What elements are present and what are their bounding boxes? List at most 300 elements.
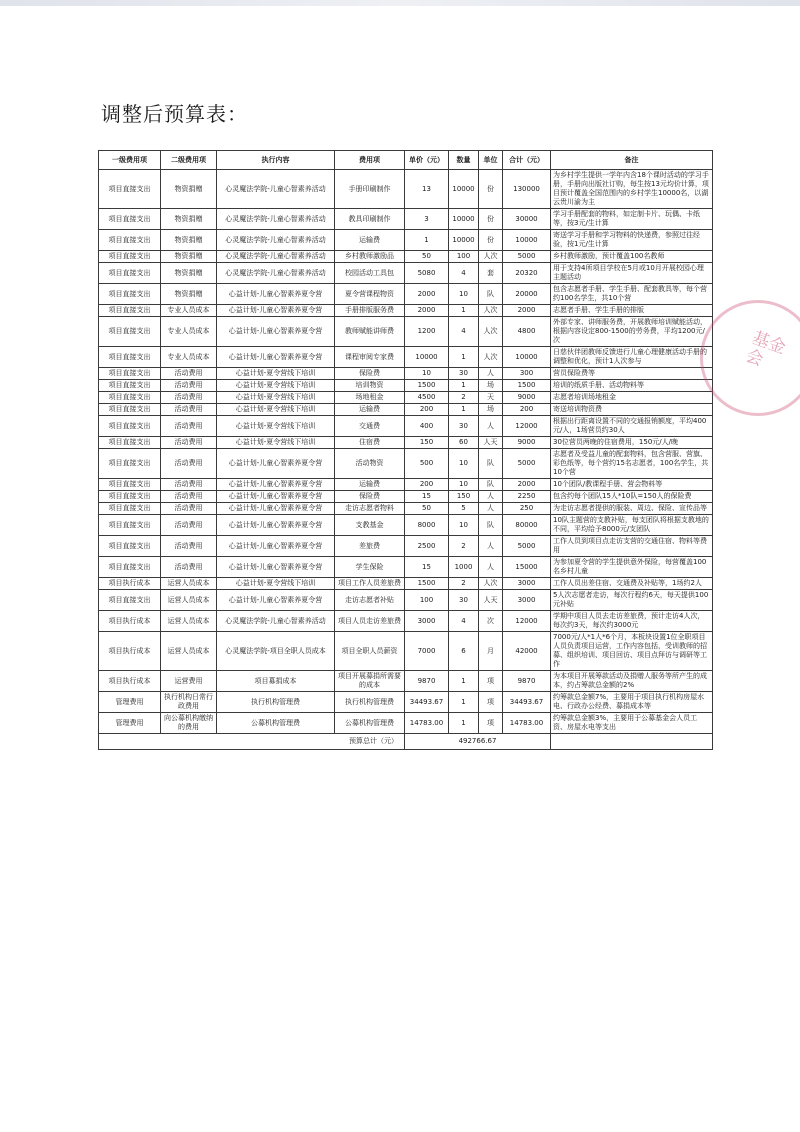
subtotal-cell: 80000 — [503, 515, 551, 536]
header-cell: 数量 — [449, 151, 479, 170]
content-cell: 心灵魔法学院-儿童心智素养活动 — [217, 263, 335, 284]
unit-cell: 人次 — [479, 347, 503, 368]
unit-price-cell: 13 — [405, 170, 449, 209]
content-cell: 心益计划-夏令营线下培训 — [217, 416, 335, 437]
note-cell: 志愿者手册、学生手册的排版 — [551, 305, 713, 317]
unit-price-cell: 2000 — [405, 305, 449, 317]
note-cell: 乡村教师激励，预计覆盖100名教师 — [551, 251, 713, 263]
item-cell: 项目人员走访差旅费 — [335, 611, 405, 632]
unit-cell: 队 — [479, 479, 503, 491]
subtotal-cell: 3000 — [503, 578, 551, 590]
quantity-cell: 2 — [449, 392, 479, 404]
item-cell: 走访志愿者物料 — [335, 503, 405, 515]
unit-price-cell: 5080 — [405, 263, 449, 284]
note-cell: 根据出行距离设置不同的交通报销额度，平均400元/人，1场营员约30人 — [551, 416, 713, 437]
content-cell: 心灵魔法学院-儿童心智素养活动 — [217, 209, 335, 230]
quantity-cell: 1 — [449, 380, 479, 392]
item-cell: 学生保险 — [335, 557, 405, 578]
subtotal-cell: 2250 — [503, 491, 551, 503]
unit-cell: 队 — [479, 515, 503, 536]
content-cell: 心灵魔法学院-儿童心智素养活动 — [217, 230, 335, 251]
item-cell: 教具印刷制作 — [335, 209, 405, 230]
item-cell: 住宿费 — [335, 437, 405, 449]
level1-cell: 项目直接支出 — [99, 404, 161, 416]
level1-cell: 项目直接支出 — [99, 536, 161, 557]
quantity-cell: 10000 — [449, 209, 479, 230]
note-cell: 约筹款总金额3%，主要用于公募基金会人员工资、房屋水电等支出 — [551, 713, 713, 734]
level1-cell: 项目直接支出 — [99, 515, 161, 536]
unit-cell: 项 — [479, 692, 503, 713]
level2-cell: 专业人员成本 — [161, 347, 217, 368]
level1-cell: 项目执行成本 — [99, 632, 161, 671]
level2-cell: 活动费用 — [161, 491, 217, 503]
level1-cell: 项目直接支出 — [99, 449, 161, 479]
unit-cell: 人次 — [479, 578, 503, 590]
content-cell: 心益计划-儿童心智素养夏令营 — [217, 317, 335, 347]
item-cell: 交通费 — [335, 416, 405, 437]
level2-cell: 运营费用 — [161, 671, 217, 692]
note-cell: 30位营员两晚的住宿费用，150元/人/晚 — [551, 437, 713, 449]
quantity-cell: 1 — [449, 347, 479, 368]
quantity-cell: 4 — [449, 263, 479, 284]
level2-cell: 运营人员成本 — [161, 578, 217, 590]
quantity-cell: 4 — [449, 611, 479, 632]
level1-cell: 项目直接支出 — [99, 557, 161, 578]
item-cell: 活动物资 — [335, 449, 405, 479]
subtotal-cell: 12000 — [503, 416, 551, 437]
level2-cell: 活动费用 — [161, 368, 217, 380]
unit-cell: 场 — [479, 380, 503, 392]
level2-cell: 活动费用 — [161, 557, 217, 578]
note-cell: 包含约每个团队15人*10队=150人的保险费 — [551, 491, 713, 503]
quantity-cell: 10 — [449, 479, 479, 491]
note-cell: 用于支持4所项目学校在5月或10月开展校园心理主题活动 — [551, 263, 713, 284]
unit-price-cell: 1500 — [405, 578, 449, 590]
note-cell: 学习手册配套的物料，如定制卡片、玩偶、卡纸等，按3元/生计算 — [551, 209, 713, 230]
subtotal-cell: 10000 — [503, 230, 551, 251]
level2-cell: 物资捐赠 — [161, 284, 217, 305]
subtotal-cell: 2000 — [503, 305, 551, 317]
quantity-cell: 1 — [449, 404, 479, 416]
subtotal-cell: 10000 — [503, 347, 551, 368]
table-row — [99, 404, 713, 416]
level1-cell: 项目直接支出 — [99, 170, 161, 209]
subtotal-cell: 130000 — [503, 170, 551, 209]
content-cell: 心益计划-儿童心智素养夏令营 — [217, 503, 335, 515]
table-row — [99, 284, 713, 305]
table-row — [99, 611, 713, 632]
content-cell: 心益计划-儿童心智素养夏令营 — [217, 557, 335, 578]
scan-top-band — [0, 0, 800, 6]
content-cell: 心益计划-夏令营线下培训 — [217, 368, 335, 380]
item-cell: 公募机构管理费 — [335, 713, 405, 734]
note-cell: 为乡村学生提供一学年内含18个课时活动的学习手册，手册向出版社订购，每生按13元均价计算，项目预计覆盖全国范围内的乡村学生10000名，以湖云贵川渝为主 — [551, 170, 713, 209]
table-row — [99, 380, 713, 392]
unit-cell: 队 — [479, 449, 503, 479]
item-cell: 教师赋能讲师费 — [335, 317, 405, 347]
subtotal-cell: 250 — [503, 503, 551, 515]
level2-cell: 运营人员成本 — [161, 611, 217, 632]
level1-cell: 项目直接支出 — [99, 392, 161, 404]
item-cell: 夏令营课程物资 — [335, 284, 405, 305]
table-row — [99, 713, 713, 734]
level2-cell: 活动费用 — [161, 515, 217, 536]
unit-cell: 月 — [479, 632, 503, 671]
note-cell: 寄送培训物资费 — [551, 404, 713, 416]
level1-cell: 项目直接支出 — [99, 284, 161, 305]
quantity-cell: 4 — [449, 317, 479, 347]
table-row — [99, 479, 713, 491]
subtotal-cell: 9000 — [503, 437, 551, 449]
unit-price-cell: 200 — [405, 479, 449, 491]
total-row — [99, 734, 713, 750]
quantity-cell: 1 — [449, 692, 479, 713]
note-cell: 为参加夏令营的学生提供意外保险，每营覆盖100名乡村儿童 — [551, 557, 713, 578]
unit-cell: 套 — [479, 263, 503, 284]
level2-cell: 物资捐赠 — [161, 263, 217, 284]
quantity-cell: 1 — [449, 713, 479, 734]
note-cell: 培训的纸质手册、活动物料等 — [551, 380, 713, 392]
note-cell: 营员保险费等 — [551, 368, 713, 380]
item-cell: 场地租金 — [335, 392, 405, 404]
table-row — [99, 437, 713, 449]
quantity-cell: 30 — [449, 416, 479, 437]
subtotal-cell: 20000 — [503, 284, 551, 305]
subtotal-cell: 12000 — [503, 611, 551, 632]
budget-table-body — [99, 170, 713, 734]
table-row — [99, 170, 713, 209]
item-cell: 校园活动工具包 — [335, 263, 405, 284]
subtotal-cell: 4800 — [503, 317, 551, 347]
level1-cell: 项目直接支出 — [99, 263, 161, 284]
item-cell: 手册印刷制作 — [335, 170, 405, 209]
level1-cell: 项目直接支出 — [99, 347, 161, 368]
level1-cell: 项目直接支出 — [99, 209, 161, 230]
item-cell: 项目全职人员薪资 — [335, 632, 405, 671]
note-cell: 5人次志愿者走访，每次行程约6天，每天提供100元补贴 — [551, 590, 713, 611]
unit-price-cell: 10 — [405, 368, 449, 380]
unit-price-cell: 9870 — [405, 671, 449, 692]
unit-price-cell: 3000 — [405, 611, 449, 632]
item-cell: 课程审阅专家费 — [335, 347, 405, 368]
table-row — [99, 590, 713, 611]
item-cell: 运输费 — [335, 230, 405, 251]
item-cell: 培训物资 — [335, 380, 405, 392]
subtotal-cell: 34493.67 — [503, 692, 551, 713]
content-cell: 心益计划-儿童心智素养夏令营 — [217, 515, 335, 536]
content-cell: 心益计划-儿童心智素养夏令营 — [217, 536, 335, 557]
level1-cell: 管理费用 — [99, 713, 161, 734]
level1-cell: 项目直接支出 — [99, 437, 161, 449]
table-row — [99, 515, 713, 536]
item-cell: 项目开展募捐所需要的成本 — [335, 671, 405, 692]
level1-cell: 项目直接支出 — [99, 380, 161, 392]
note-cell: 为走访志愿者提供的服装、周边、保险、宣传品等 — [551, 503, 713, 515]
unit-cell: 人 — [479, 491, 503, 503]
header-cell: 合计（元） — [503, 151, 551, 170]
subtotal-cell: 20320 — [503, 263, 551, 284]
content-cell: 心益计划-儿童心智素养夏令营 — [217, 284, 335, 305]
level1-cell: 项目直接支出 — [99, 230, 161, 251]
item-cell: 乡村教师激励品 — [335, 251, 405, 263]
table-row — [99, 578, 713, 590]
subtotal-cell: 1500 — [503, 380, 551, 392]
level1-cell: 项目直接支出 — [99, 491, 161, 503]
unit-cell: 人天 — [479, 437, 503, 449]
quantity-cell: 2 — [449, 536, 479, 557]
item-cell: 运输费 — [335, 479, 405, 491]
unit-price-cell: 3 — [405, 209, 449, 230]
table-row — [99, 263, 713, 284]
table-row — [99, 632, 713, 671]
table-row — [99, 692, 713, 713]
item-cell: 走访志愿者补贴 — [335, 590, 405, 611]
quantity-cell: 10 — [449, 284, 479, 305]
quantity-cell: 10000 — [449, 230, 479, 251]
level2-cell: 活动费用 — [161, 416, 217, 437]
table-row — [99, 317, 713, 347]
quantity-cell: 1 — [449, 305, 479, 317]
quantity-cell: 30 — [449, 590, 479, 611]
content-cell: 心益计划-夏令营线下培训 — [217, 392, 335, 404]
content-cell: 项目募捐成本 — [217, 671, 335, 692]
table-row — [99, 557, 713, 578]
note-cell: 志愿者培训场地租金 — [551, 392, 713, 404]
table-row — [99, 251, 713, 263]
total-value: 492766.67 — [405, 734, 551, 750]
header-row — [99, 151, 713, 170]
unit-price-cell: 8000 — [405, 515, 449, 536]
table-row — [99, 503, 713, 515]
quantity-cell: 10 — [449, 449, 479, 479]
level1-cell: 项目直接支出 — [99, 368, 161, 380]
unit-cell: 场 — [479, 404, 503, 416]
unit-price-cell: 7000 — [405, 632, 449, 671]
table-row — [99, 305, 713, 317]
unit-cell: 人 — [479, 503, 503, 515]
unit-price-cell: 1200 — [405, 317, 449, 347]
content-cell: 心益计划-夏令营线下培训 — [217, 380, 335, 392]
level2-cell: 活动费用 — [161, 404, 217, 416]
unit-price-cell: 500 — [405, 449, 449, 479]
content-cell: 心灵魔法学院-项目全职人员成本 — [217, 632, 335, 671]
unit-price-cell: 15 — [405, 557, 449, 578]
header-cell: 单价（元） — [405, 151, 449, 170]
quantity-cell: 60 — [449, 437, 479, 449]
content-cell: 公募机构管理费 — [217, 713, 335, 734]
table-row — [99, 347, 713, 368]
level1-cell: 项目直接支出 — [99, 317, 161, 347]
item-cell: 差旅费 — [335, 536, 405, 557]
unit-cell: 份 — [479, 209, 503, 230]
content-cell: 心灵魔法学院-儿童心智素养活动 — [217, 251, 335, 263]
level1-cell: 项目执行成本 — [99, 671, 161, 692]
level2-cell: 活动费用 — [161, 536, 217, 557]
quantity-cell: 30 — [449, 368, 479, 380]
unit-cell: 队 — [479, 284, 503, 305]
subtotal-cell: 9870 — [503, 671, 551, 692]
table-row — [99, 671, 713, 692]
level1-cell: 项目执行成本 — [99, 611, 161, 632]
official-seal-text: 基金会 — [742, 327, 789, 371]
unit-cell: 人 — [479, 368, 503, 380]
content-cell: 心益计划-儿童心智素养夏令营 — [217, 449, 335, 479]
content-cell: 心益计划-儿童心智素养夏令营 — [217, 491, 335, 503]
content-cell: 心灵魔法学院-儿童心智素养活动 — [217, 611, 335, 632]
level2-cell: 专业人员成本 — [161, 317, 217, 347]
unit-price-cell: 34493.67 — [405, 692, 449, 713]
note-cell: 约筹款总金额7%，主要用于项目执行机构房屋水电、行政办公经费、募捐成本等 — [551, 692, 713, 713]
unit-cell: 项 — [479, 671, 503, 692]
level2-cell: 活动费用 — [161, 503, 217, 515]
table-row — [99, 230, 713, 251]
level2-cell: 运营人员成本 — [161, 632, 217, 671]
quantity-cell: 2 — [449, 578, 479, 590]
content-cell: 心益计划-儿童心智素养夏令营 — [217, 347, 335, 368]
note-cell: 学期中项目人员去走访差旅费，预计走访4人次，每次约3天，每次约3000元 — [551, 611, 713, 632]
unit-price-cell: 10000 — [405, 347, 449, 368]
note-cell: 外部专家、讲师服务费，开展教师培训赋能活动，根据内容设定800-1500的劳务费，平均1200元/次 — [551, 317, 713, 347]
quantity-cell: 100 — [449, 251, 479, 263]
unit-cell: 人 — [479, 416, 503, 437]
subtotal-cell: 42000 — [503, 632, 551, 671]
level2-cell: 执行机构日常行政费用 — [161, 692, 217, 713]
note-cell: 10队主题营的支教补贴，每支团队将根据支教地的不同，平均给予8000元/支团队 — [551, 515, 713, 536]
unit-cell: 人次 — [479, 317, 503, 347]
table-row — [99, 491, 713, 503]
level1-cell: 管理费用 — [99, 692, 161, 713]
level1-cell: 项目直接支出 — [99, 479, 161, 491]
level1-cell: 项目直接支出 — [99, 590, 161, 611]
table-row — [99, 368, 713, 380]
quantity-cell: 150 — [449, 491, 479, 503]
budget-sheet — [98, 150, 712, 750]
content-cell: 心益计划-儿童心智素养夏令营 — [217, 590, 335, 611]
level2-cell: 物资捐赠 — [161, 209, 217, 230]
unit-price-cell: 1500 — [405, 380, 449, 392]
level2-cell: 活动费用 — [161, 392, 217, 404]
table-row — [99, 392, 713, 404]
unit-price-cell: 50 — [405, 251, 449, 263]
level1-cell: 项目直接支出 — [99, 251, 161, 263]
item-cell: 手册排版服务费 — [335, 305, 405, 317]
note-cell: 为本项目开展筹款活动及捐赠人服务等所产生的成本，约占筹款总金额的2% — [551, 671, 713, 692]
level2-cell: 活动费用 — [161, 449, 217, 479]
item-cell: 支教基金 — [335, 515, 405, 536]
level1-cell: 项目直接支出 — [99, 305, 161, 317]
level2-cell: 物资捐赠 — [161, 170, 217, 209]
note-cell: 10个团队/教课程手册、营会物料等 — [551, 479, 713, 491]
content-cell: 心益计划-夏令营线下培训 — [217, 578, 335, 590]
level2-cell: 向公募机构缴纳的费用 — [161, 713, 217, 734]
quantity-cell: 1 — [449, 671, 479, 692]
unit-cell: 份 — [479, 170, 503, 209]
level1-cell: 项目直接支出 — [99, 503, 161, 515]
header-cell: 执行内容 — [217, 151, 335, 170]
subtotal-cell: 5000 — [503, 536, 551, 557]
subtotal-cell: 14783.00 — [503, 713, 551, 734]
header-cell: 一级费用项 — [99, 151, 161, 170]
note-cell: 志愿者及受益儿童的配套物料，包含营服、营旗、彩色纸等，每个营约15名志愿者，100名学生，共10个营 — [551, 449, 713, 479]
level2-cell: 专业人员成本 — [161, 305, 217, 317]
note-cell: 包含志愿者手册、学生手册、配套教具等，每个营约100名学生，共10个营 — [551, 284, 713, 305]
unit-price-cell: 50 — [405, 503, 449, 515]
level2-cell: 物资捐赠 — [161, 230, 217, 251]
unit-price-cell: 400 — [405, 416, 449, 437]
budget-table-header — [99, 151, 713, 170]
unit-cell: 人 — [479, 557, 503, 578]
item-cell: 运输费 — [335, 404, 405, 416]
note-cell: 寄送学习手册和学习物料的快递费，参照过往经验，按1元/生计算 — [551, 230, 713, 251]
header-cell: 单位 — [479, 151, 503, 170]
unit-cell: 人次 — [479, 305, 503, 317]
level2-cell: 物资捐赠 — [161, 251, 217, 263]
table-row — [99, 536, 713, 557]
unit-cell: 人次 — [479, 251, 503, 263]
budget-table — [98, 150, 713, 750]
subtotal-cell: 5000 — [503, 449, 551, 479]
unit-cell: 份 — [479, 230, 503, 251]
content-cell: 执行机构管理费 — [217, 692, 335, 713]
content-cell: 心益计划-夏令营线下培训 — [217, 404, 335, 416]
quantity-cell: 1000 — [449, 557, 479, 578]
header-cell: 二级费用项 — [161, 151, 217, 170]
content-cell: 心灵魔法学院-儿童心智素养活动 — [217, 170, 335, 209]
level2-cell: 活动费用 — [161, 380, 217, 392]
quantity-cell: 5 — [449, 503, 479, 515]
header-cell: 费用项 — [335, 151, 405, 170]
item-cell: 项目工作人员差旅费 — [335, 578, 405, 590]
unit-price-cell: 2500 — [405, 536, 449, 557]
note-cell: 工作人员出差住宿、交通费及补贴等，1场约2人 — [551, 578, 713, 590]
note-cell: 工作人员到项目点走访支营的交通住宿、物料等费用 — [551, 536, 713, 557]
unit-price-cell: 15 — [405, 491, 449, 503]
content-cell: 心益计划-儿童心智素养夏令营 — [217, 479, 335, 491]
total-label: 预算总计（元） — [99, 734, 405, 750]
quantity-cell: 6 — [449, 632, 479, 671]
subtotal-cell: 300 — [503, 368, 551, 380]
unit-price-cell: 2000 — [405, 284, 449, 305]
level2-cell: 活动费用 — [161, 437, 217, 449]
quantity-cell: 10000 — [449, 170, 479, 209]
subtotal-cell: 15000 — [503, 557, 551, 578]
unit-price-cell: 200 — [405, 404, 449, 416]
total-note — [551, 734, 713, 750]
table-row — [99, 416, 713, 437]
unit-price-cell: 14783.00 — [405, 713, 449, 734]
unit-price-cell: 1 — [405, 230, 449, 251]
level2-cell: 活动费用 — [161, 479, 217, 491]
unit-price-cell: 100 — [405, 590, 449, 611]
table-row — [99, 449, 713, 479]
content-cell: 心益计划-儿童心智素养夏令营 — [217, 305, 335, 317]
item-cell: 执行机构管理费 — [335, 692, 405, 713]
header-cell: 备注 — [551, 151, 713, 170]
page-title: 调整后预算表： — [101, 102, 248, 126]
subtotal-cell: 2000 — [503, 479, 551, 491]
subtotal-cell: 9000 — [503, 392, 551, 404]
content-cell: 心益计划-夏令营线下培训 — [217, 437, 335, 449]
unit-price-cell: 150 — [405, 437, 449, 449]
quantity-cell: 10 — [449, 515, 479, 536]
item-cell: 保险费 — [335, 368, 405, 380]
unit-cell: 人 — [479, 536, 503, 557]
unit-cell: 人天 — [479, 590, 503, 611]
level2-cell: 运营人员成本 — [161, 590, 217, 611]
subtotal-cell: 200 — [503, 404, 551, 416]
level1-cell: 项目直接支出 — [99, 416, 161, 437]
subtotal-cell: 30000 — [503, 209, 551, 230]
